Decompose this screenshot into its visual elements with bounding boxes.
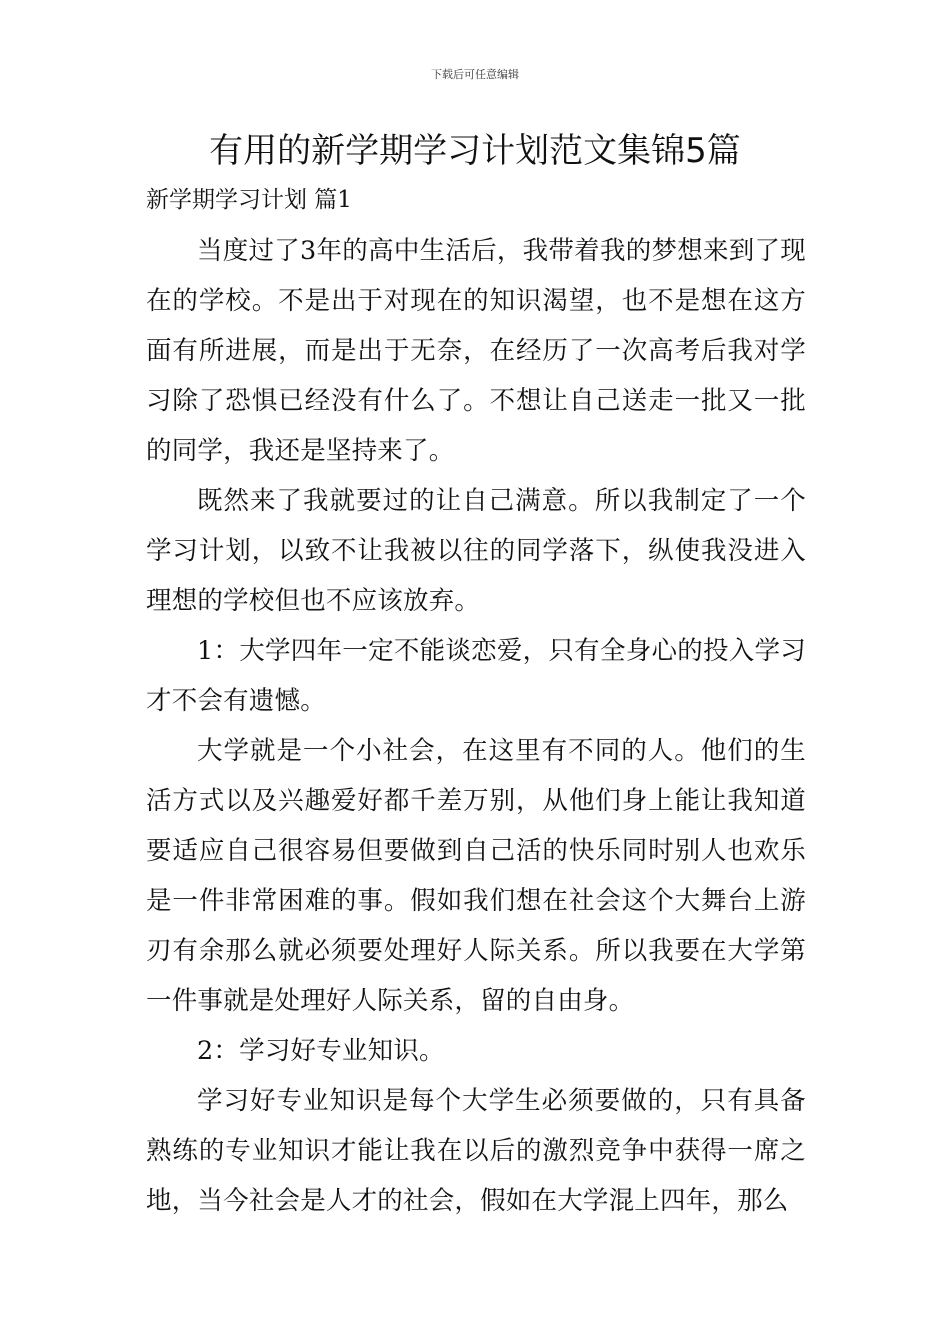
header-note: 下载后可任意编辑 — [431, 68, 519, 81]
paragraph: 既然来了我就要过的让自己满意。所以我制定了一个学习计划，以致不让我被以往的同学落下，纵使我没进入理想的学校但也不应该放弃。 — [146, 486, 806, 616]
document-body — [146, 226, 806, 1226]
paragraph: 大学就是一个小社会，在这里有不同的人。他们的生活方式以及兴趣爱好都千差万别，从他们身上能让我知道要适应自己很容易但要做到自己活的快乐同时别人也欢乐是一件非常困难的事。假如我们想在社会这个大舞台上游刃有余那么就必须要处理好人际关系。所以我要在大学第一件事就是处理好人际关系，留的自由身。 — [146, 736, 806, 1016]
paragraph: 2：学习好专业知识。 — [197, 1036, 445, 1066]
paragraph: 1：大学四年一定不能谈恋爱，只有全身心的投入学习才不会有遗憾。 — [146, 636, 806, 716]
document-title: 有用的新学期学习计划范文集锦5篇 — [209, 131, 741, 171]
section-heading: 新学期学习计划 篇1 — [146, 187, 352, 213]
paragraph: 学习好专业知识是每个大学生必须要做的，只有具备熟练的专业知识才能让我在以后的激烈竞争中获得一席之地，当今社会是人才的社会，假如在大学混上四年，那么 — [146, 1086, 806, 1216]
paragraph: 当度过了3年的高中生活后，我带着我的梦想来到了现在的学校。不是出于对现在的知识渴望，也不是想在这方面有所进展，而是出于无奈，在经历了一次高考后我对学习除了恐惧已经没有什么了。不想让自己送走一批又一批的同学，我还是坚持来了。 — [146, 236, 806, 466]
